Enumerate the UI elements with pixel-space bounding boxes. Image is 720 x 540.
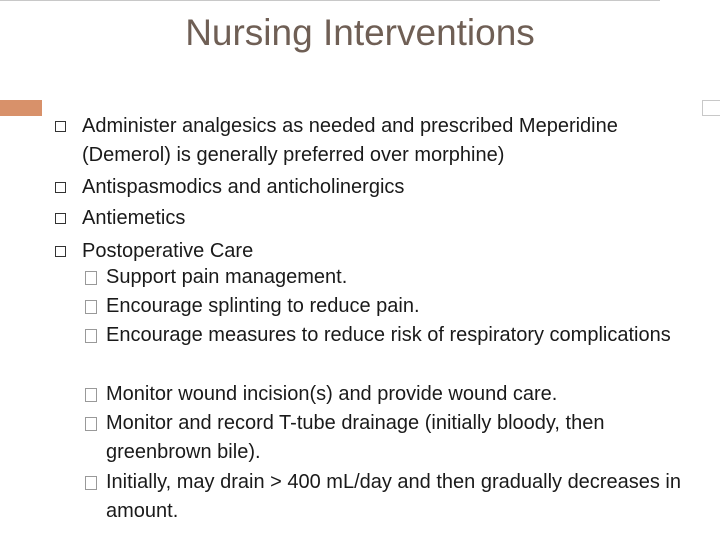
sub-bullet-text: Encourage splinting to reduce pain.	[106, 295, 420, 317]
bullet-text: Postoperative Care	[82, 240, 254, 262]
sub-bullet-text: Monitor wound incision(s) and provide wound care.	[106, 383, 558, 405]
sub-bullet-text: Monitor and record T-tube drainage (initially bloody, then greenbrown bile).	[106, 412, 605, 463]
accent-bar	[0, 100, 42, 116]
sub-bullet-text: Support pain management.	[106, 266, 348, 288]
sub-bullet-icon	[85, 329, 97, 343]
sub-bullet-icon	[85, 388, 97, 402]
square-bullet-icon	[55, 121, 66, 132]
slide-title: Nursing Interventions	[185, 12, 535, 53]
sub-bullet-icon	[85, 271, 97, 285]
sub-bullet-text: Encourage measures to reduce risk of respiratory complications	[106, 324, 671, 346]
square-bullet-icon	[55, 246, 66, 257]
square-bullet-icon	[55, 182, 66, 193]
bullet-text: Administer analgesics as needed and prescribed Meperidine (Demerol) is generally preferred over morphine)	[82, 115, 618, 166]
sub-bullet-icon	[85, 417, 97, 431]
sub-bullet-icon	[85, 300, 97, 314]
sub-bullet-icon	[85, 476, 97, 490]
sub-bullet-text: Initially, may drain > 400 mL/day and then gradually decreases in amount.	[106, 471, 681, 522]
bullet-text: Antiemetics	[82, 207, 186, 229]
bullet-text: Antispasmodics and anticholinergics	[82, 176, 405, 198]
square-bullet-icon	[55, 213, 66, 224]
divider-end-box	[702, 100, 720, 116]
divider-line	[0, 0, 660, 1]
